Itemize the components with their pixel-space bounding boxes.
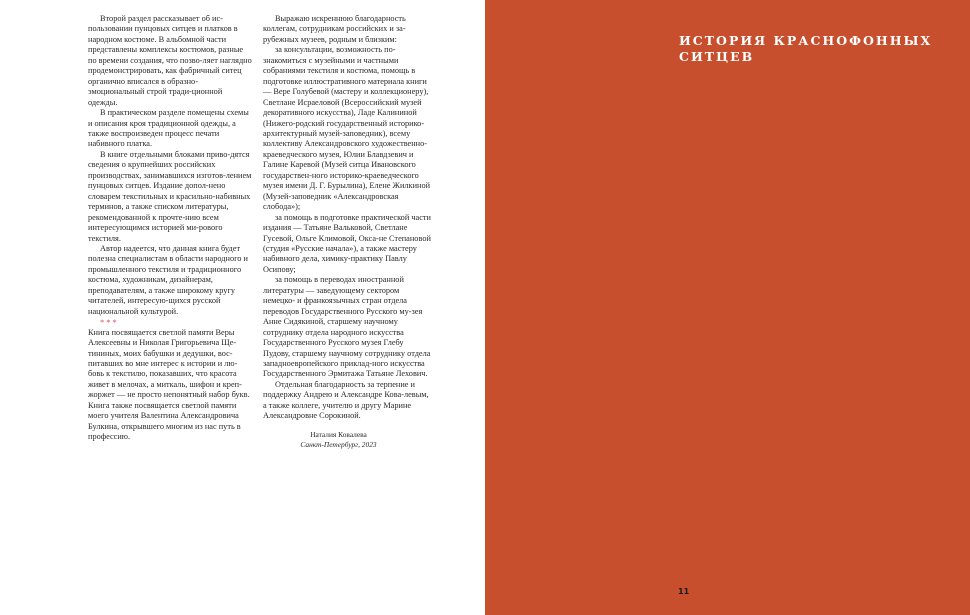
dedication-paragraph: Книга посвящается светлой памяти Веры Алексеевны и Николая Григорьевича Ще-тининых, моих бабушки и дедушки, вос-питавших во мне интерес к истории и лю-бовь к текстилю, показавших, что красота живет в мелочах, а миткаль, шифон и креп-жоржет — не просто непонятный набор букв. Книга также посвящается светлой памяти моего учителя Валентина Александровича Булкина, открывшего многим из нас путь в профессию. — [88, 327, 250, 442]
paragraph: Второй раздел рассказывает об ис-пользовании пунцовых ситцев и платков в народном костюме. В альбомной части представлены комплексы костюмов, разные по времени создания, что позво-ляет наглядно продемонстрировать, как фабричный ситец органично вписался в образно-эмоциональный строй тради-ционной одежды. — [88, 14, 252, 107]
separator-stars: *** — [100, 317, 119, 328]
paragraph: Автор надеется, что данная книга будет полезна специалистам в области народного и промышленного текстиля и традиционного костюма, художникам, дизайнерам, преподавателям, а также широкому кругу читателей, интересую-щихся русской национальной культурой. — [88, 243, 248, 316]
signature-block — [263, 430, 432, 450]
signature-name: Наталия Ковалева — [310, 429, 367, 439]
left-text-column — [88, 14, 253, 443]
paragraph: за консультации, возможность по-знакомиться с музейными и частными собраниями текстиля и костюма, помощь в подготовке иллюстративного материала книги — Вере Голубевой (мастеру и коллекционеру), Светлане Исраеловой (Всероссийский музей декоративного искусства), Ладе Калининой (Нижего-родский государственный историко-архитектурный музей-заповедник), всему коллективу Александровского художественно-краеведческого музея, Юлии Блавдзевич и Галине Каревой (Музей ситца Ивановского государствен-ного историко-краеведческого музея имени Д. Г. Бурылина), Елене Жилкиной (Музей-заповедник «Александровская слобода»); — [263, 45, 431, 212]
paragraph: Выражаю искреннюю благодарность коллегам, сотрудникам российских и за-рубежных музеев, родным и близким: — [263, 14, 406, 44]
red-title-page — [485, 0, 970, 615]
acknowledgements-column — [263, 14, 432, 450]
page-number: 11 — [678, 587, 690, 596]
section-heading: ИСТОРИЯ КРАСНОФОННЫХ СИТЦЕВ — [679, 33, 933, 64]
signature-place: Санкт-Петербург, 2023 — [300, 439, 377, 449]
paragraph: В книге отдельными блоками приво-дятся сведения о крупнейших российских производствах, занимавшихся изготов-лением пунцовых ситцев. Издание допол-нено словарем текстильных и красильно-набивных терминов, а также списком литературы, рекомендованной к прочте-нию всем интересующимся историей ми-рового текстиля. — [88, 149, 252, 243]
paragraph: Отдельная благодарность за терпение и поддержку Андрею и Александре Кова-левым, а также коллеге, учителю и другу Марине Александровне Сорокиной. — [263, 379, 429, 421]
paragraph: за помощь в переводах иностранной литературы — заведующему сектором немецко- и франкоязычных стран отдела переводов Государственного Русского му-зея Анне Сидякиной, старшему научному сотруднику отдела народного искусства Государственного Русского музея Глебу Пудову, старшему научному сотруднику отдела западноевропейского приклад-ного искусства Государственного Эрмитажа Татьяне Лехович. — [263, 275, 431, 379]
paragraph: В практическом разделе помещены схемы и описания кроя традиционной одежды, а также воспроизведен процесс печати набивного платка. — [88, 108, 249, 149]
paragraph: за помощь в подготовке практической части издания — Татьяне Вальковой, Светлане Гусевой, Ольге Климовой, Окса-не Степановой (студия «Русские начала»), а также мастеру набивного дела, химику-практику Павлу Осипову; — [263, 212, 431, 274]
